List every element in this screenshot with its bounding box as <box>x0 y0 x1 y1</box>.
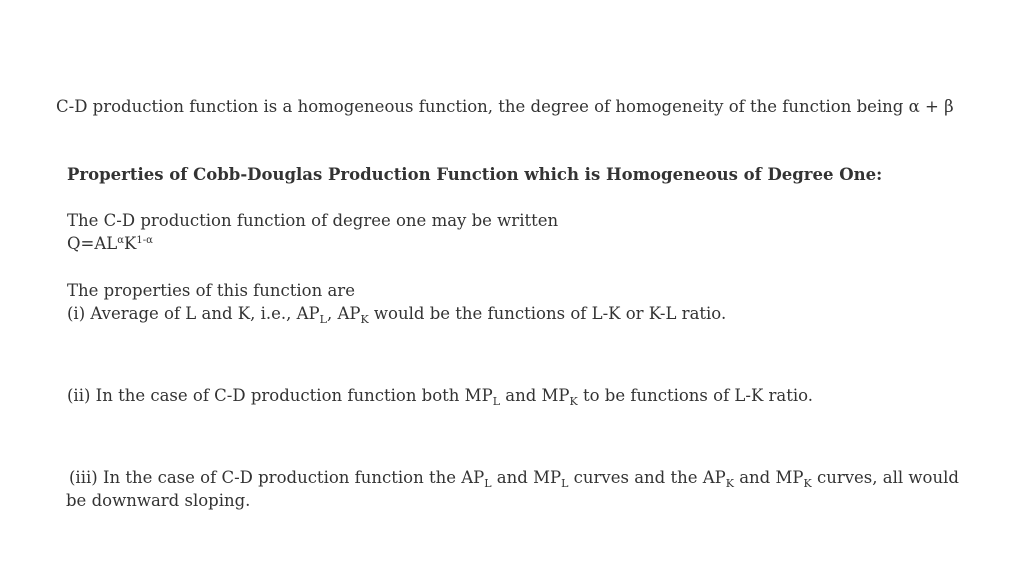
section-heading: Properties of Cobb-Douglas Production Function which is Homogeneous of Degree One: <box>67 165 883 184</box>
written-text: The C-D production function of degree one may be written <box>67 211 559 230</box>
property-3-text-d: and MP <box>733 468 804 487</box>
formula-exponent-2: 1-α <box>136 235 153 246</box>
property-3-text-b: and MP <box>491 468 562 487</box>
property-3-text-a: (iii) In the case of C-D production function the AP <box>69 468 485 487</box>
property-1-text-a: (i) Average of L and K, i.e., AP <box>67 304 320 323</box>
formula <box>67 233 153 255</box>
intro-sentence: C-D production function is a homogeneous function, the degree of homogeneity of the function being α + β <box>56 97 954 116</box>
property-2-text-c: to be functions of L-K ratio. <box>577 386 814 405</box>
property-3-text-c: curves and the AP <box>568 468 726 487</box>
intro-text <box>56 96 954 118</box>
property-1-sub-1: L <box>319 313 327 326</box>
property-3-sub-2: L <box>561 477 569 490</box>
property-3-sub-3: K <box>725 477 734 490</box>
property-3 <box>69 467 959 489</box>
formula-exponent-1: α <box>117 235 124 246</box>
property-1-text-c: would be the functions of L-K or K-L ratio. <box>368 304 727 323</box>
formula-base-2: K <box>124 234 137 253</box>
property-3-text-e: curves, all would <box>811 468 959 487</box>
formula-base-1: Q=AL <box>67 234 118 253</box>
property-2-text-b: and MP <box>500 386 570 405</box>
property-2-sub-2: K <box>569 395 578 408</box>
property-3-sub-4: K <box>803 477 812 490</box>
property-2-text-a: (ii) In the case of C-D production function both MP <box>67 386 493 405</box>
property-2-sub-1: L <box>492 395 500 408</box>
property-3-sub-1: L <box>484 477 492 490</box>
property-1-text-b: , AP <box>326 304 361 323</box>
property-1-sub-2: K <box>360 313 369 326</box>
property-3-line-2: be downward sloping. <box>66 491 251 510</box>
property-2 <box>67 385 813 407</box>
properties-intro: The properties of this function are <box>67 281 355 300</box>
property-1 <box>67 303 726 325</box>
